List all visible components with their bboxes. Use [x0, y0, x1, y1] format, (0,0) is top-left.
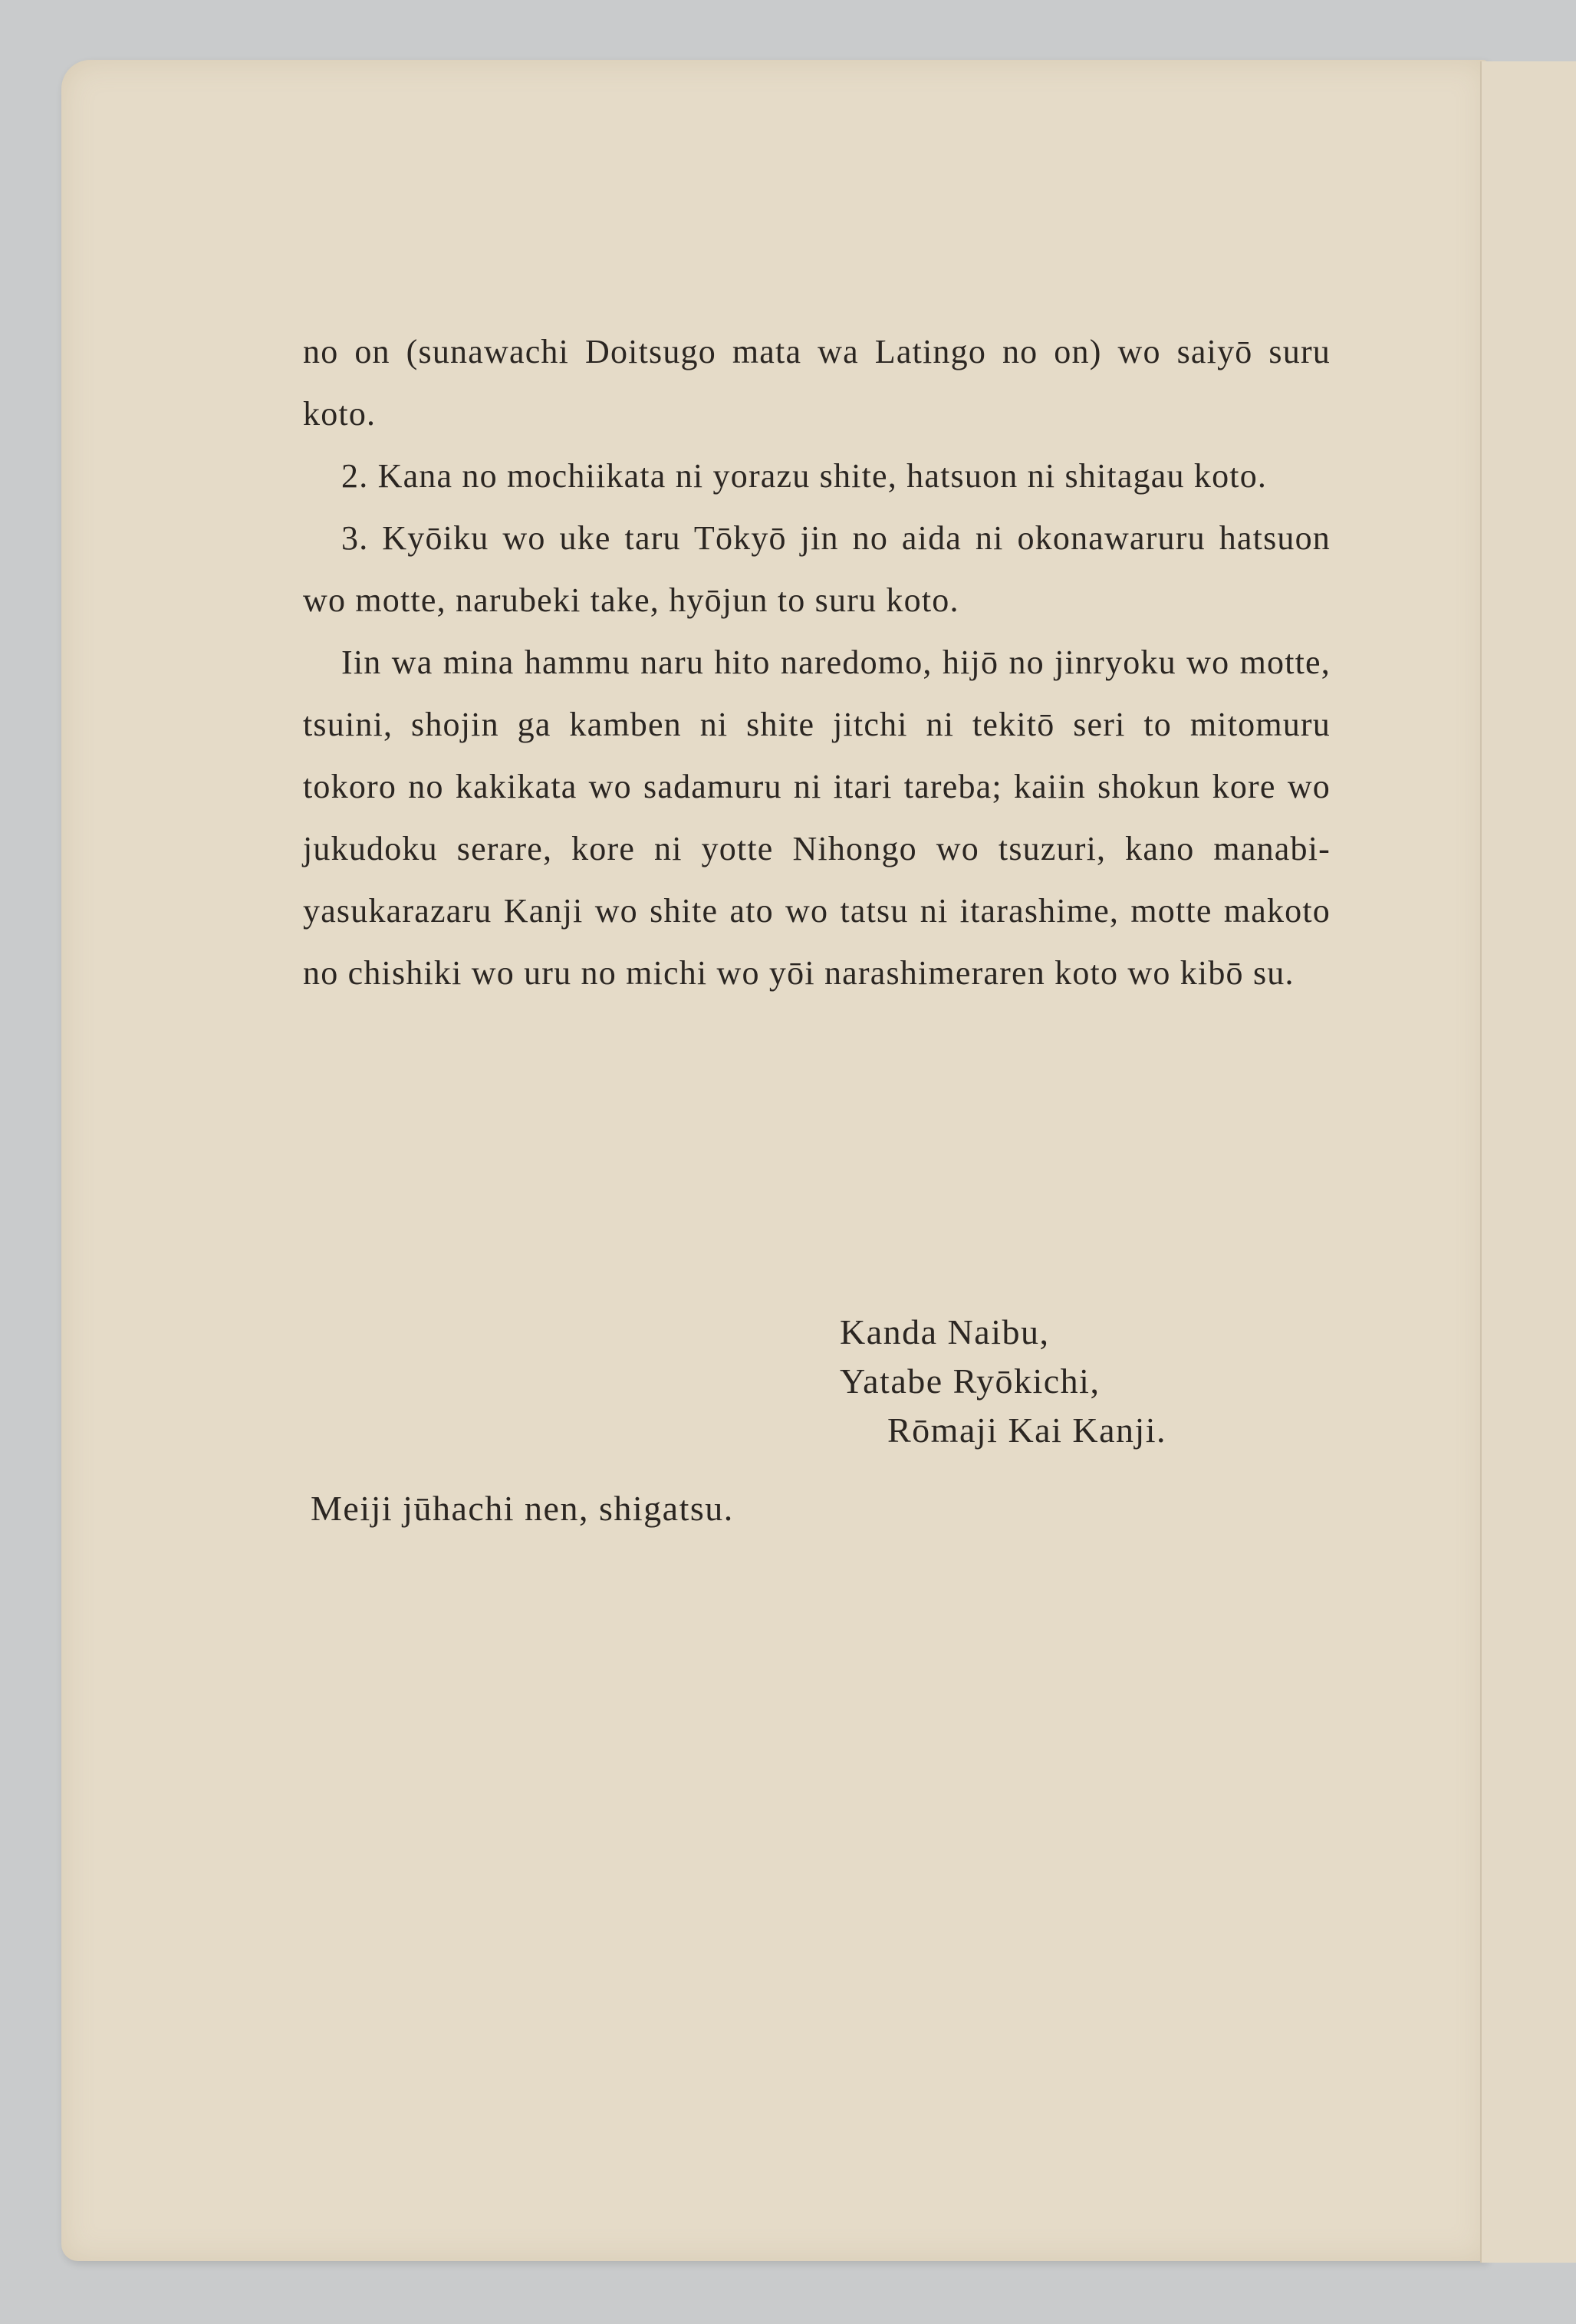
paragraph-closing: Iin wa mina hammu naru hito naredomo, hijō no jinryoku wo motte, tsuini, shojin ga kamben ni shite jitchi ni tekitō seri to mitomuru tokoro no kakikata wo sadamuru ni itari tareba; kaiin shokun kore wo jukudoku serare, kore ni yotte Nihongo wo tsuzuri, kano manabi-yasukarazaru Kanji wo shite ato wo tatsu ni itarashime, motte makoto no chishiki wo uru no michi wo yōi narashimeraren koto wo kibō su.: [303, 644, 1331, 992]
adjacent-page-edge: [1480, 61, 1576, 2263]
signature-line-2: Yatabe Ryōkichi,: [840, 1361, 1101, 1401]
document-date: Meiji jūhachi nen, shigatsu.: [311, 1489, 734, 1528]
signature-line-1: Kanda Naibu,: [840, 1312, 1050, 1351]
signature-line-3: Rōmaji Kai Kanji.: [887, 1411, 1167, 1450]
paragraph-continuation: no on (sunawachi Doitsugo mata wa Latingo no on) wo saiyō suru koto.: [303, 333, 1331, 433]
signature-block: [840, 1308, 1166, 1455]
paragraph-item-2: 2. Kana no mochiikata ni yorazu shite, hatsuon ni shitagau koto.: [341, 457, 1268, 495]
body-text: [303, 321, 1331, 1004]
paragraph-item-3: 3. Kyōiku wo uke taru Tōkyō jin no aida ni okonawaruru hatsuon wo motte, narubeki take, hyōjun to suru koto.: [303, 519, 1331, 619]
